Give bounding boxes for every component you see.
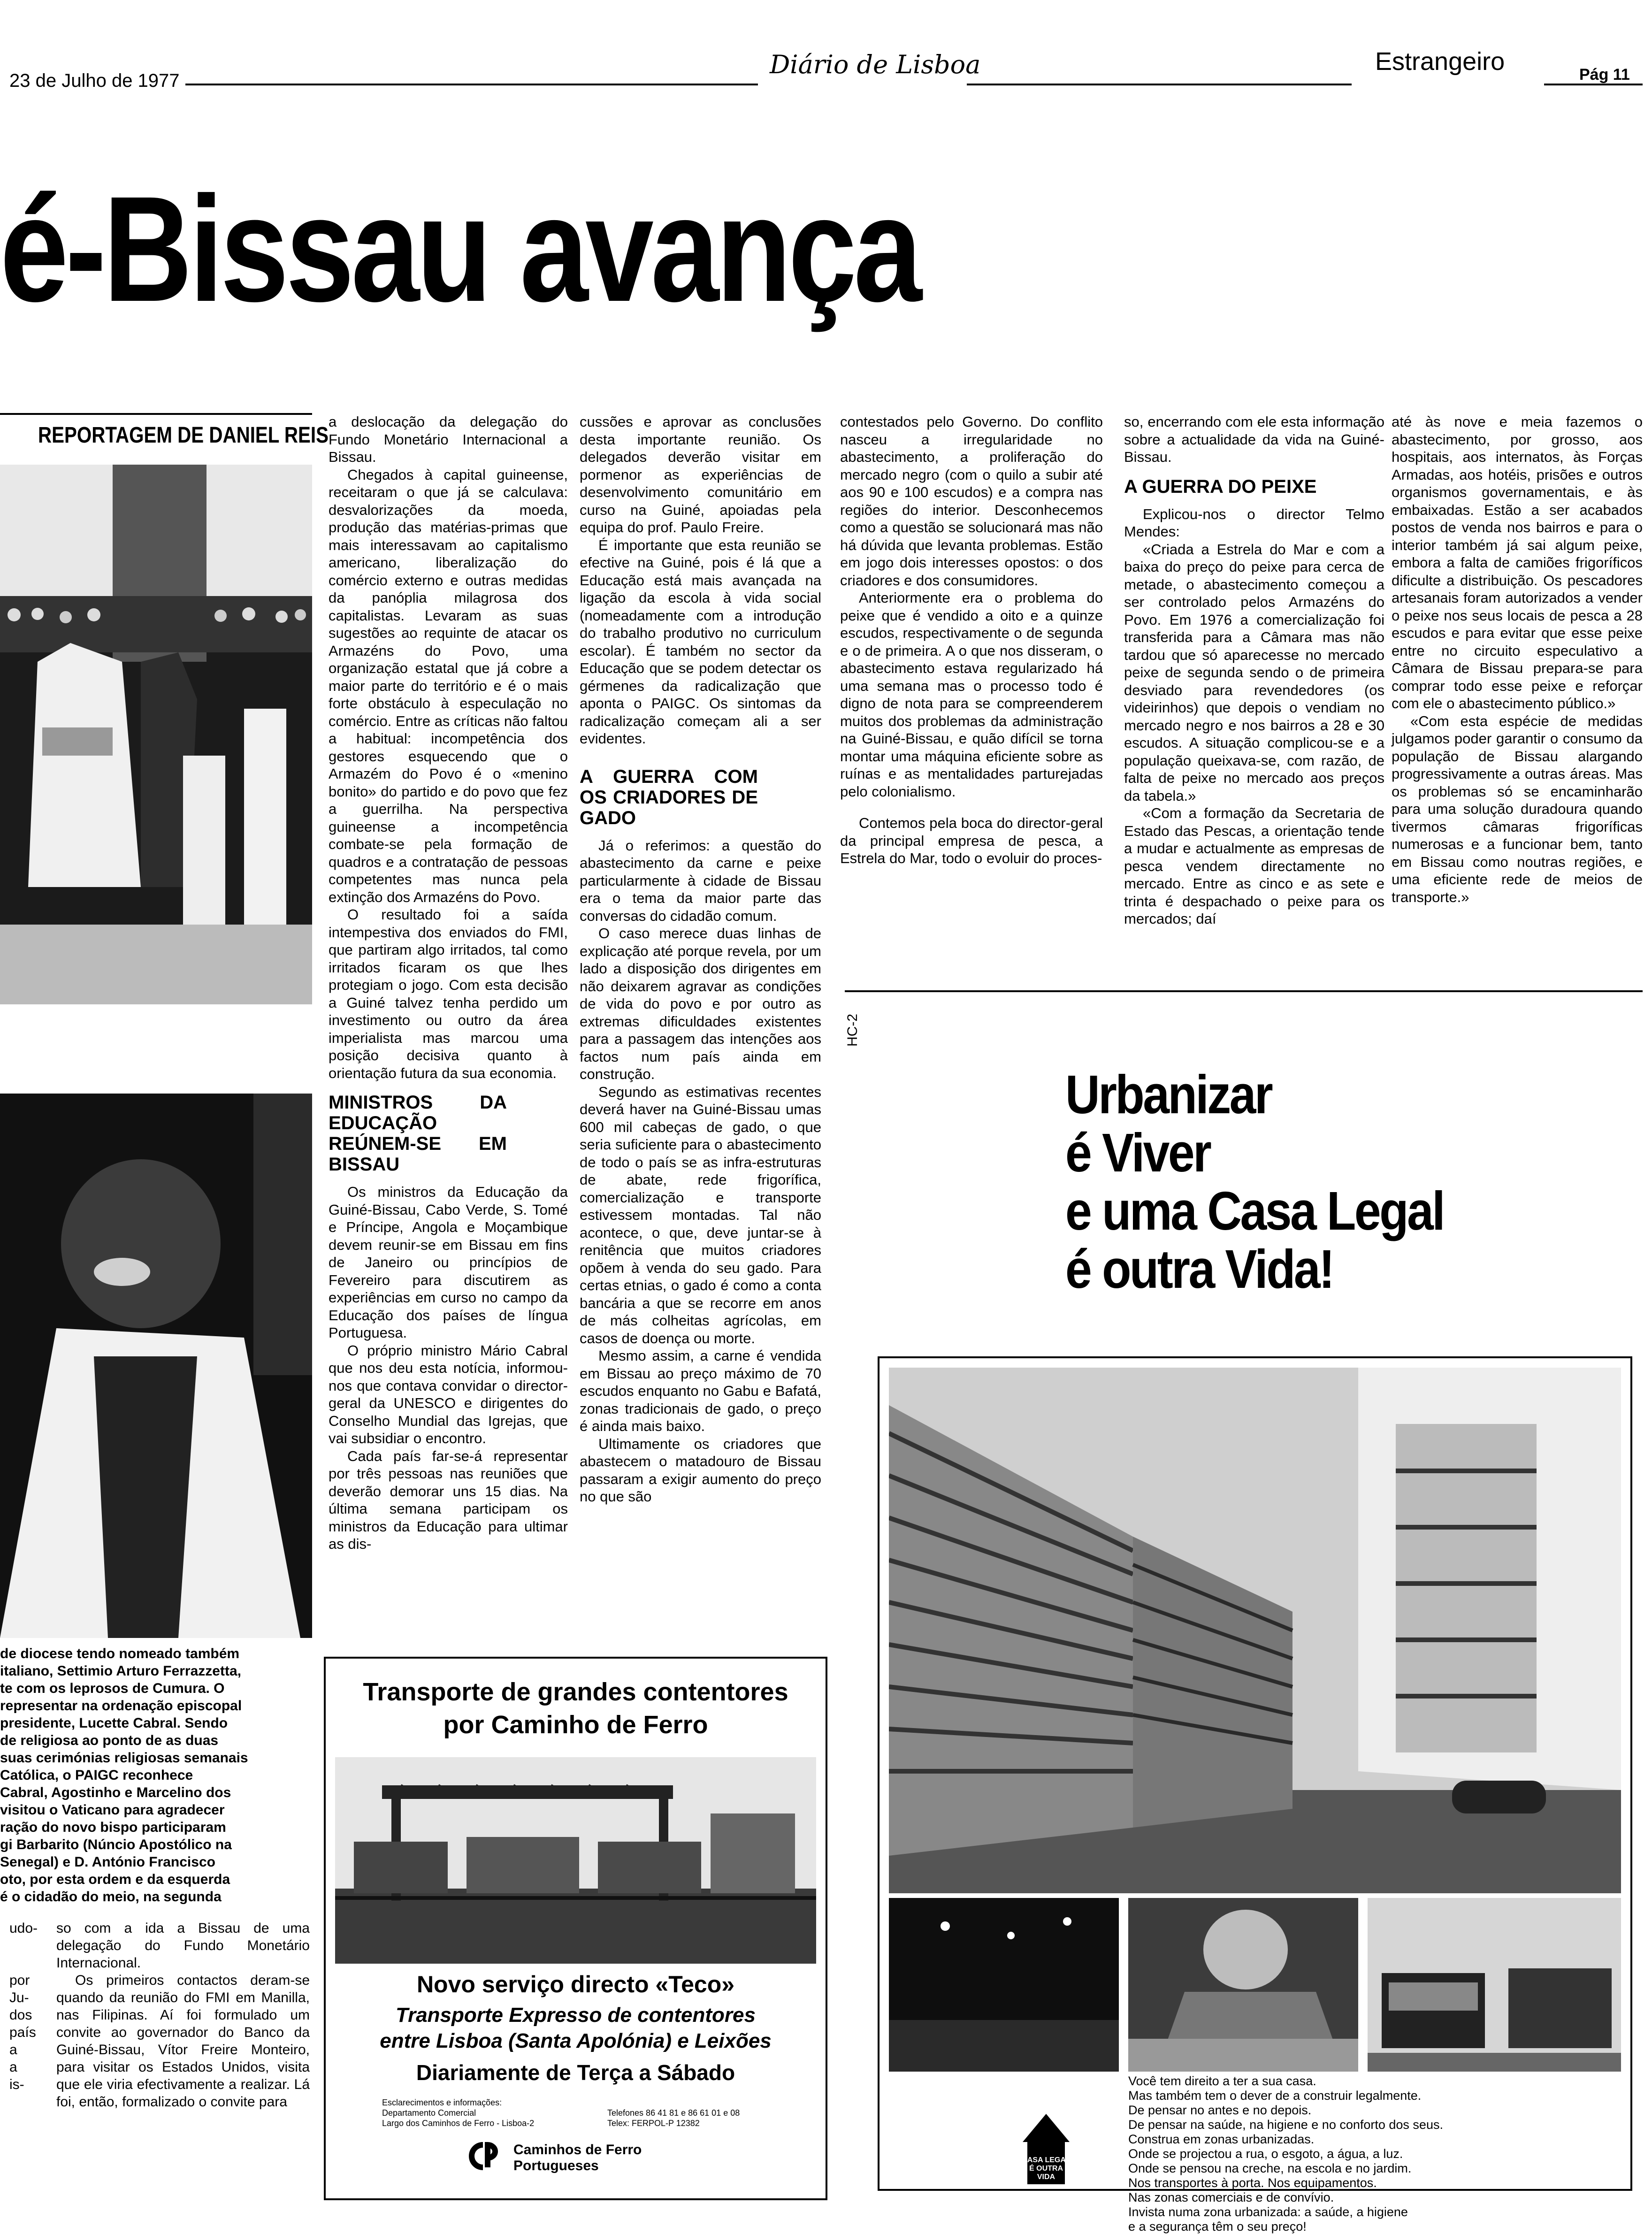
headline: é-Bissau avança <box>0 165 919 333</box>
photo-child-playing <box>1128 1898 1358 2072</box>
photo-apartments <box>889 1368 1621 1893</box>
caption-line: suas cerimónias religiosas semanais <box>0 1750 248 1766</box>
paragraph: so, encerrando com ele esta informação sobre a actualidade da vida na Guiné-Bissau. <box>1124 413 1384 465</box>
ad-house-body <box>1128 2074 1443 2234</box>
paragraph: cussões e aprovar as conclusões desta importante reunião. Os delegados deverão visitar em pormenor as experiências de desenvolvimento comunitário em curso na Guiné, apoiadas pela equipa do prof. Paulo Freire. <box>580 413 821 536</box>
ad-train-days: Diariamente de Terça a Sábado <box>416 2060 735 2085</box>
paragraph: Mesmo assim, a carne é vendida em Bissau ao preço máximo de 70 escudos enquanto no Gabu e Bafatá, zonas tradicionais de gado, o preço é ainda mais baixo. <box>580 1347 821 1434</box>
paragraph: até às nove e meia fazemos o abastecimento, por grosso, aos hospitais, aos internatos, às Forças Armadas, aos hotéis, prisões e outros organismos governamentais, e às embaixadas. Estão a ser acabados postos de venda nos bairros e para o interior também já sai algum peixe, embora a falta de camiões frigoríficos dificulte a distribuição. Os pescadores artesanais foram autorizados a vender o peixe nos seus locais de pesca a 28 escudos e para evitar que esse peixe entre no circuito especulativo a Câmara de Bissau prepara-se para comprar todo esse peixe e reforçar com ele o abastecimento público.» <box>1392 413 1643 712</box>
ad-train-service: Novo serviço directo «Teco» <box>416 1971 735 1997</box>
paragraph: Cada país far-se-á representar por três pessoas nas reuniões que deverão demorar uns 15 dias. Na última semana participam os ministros da Educação para ultimar as dis- <box>329 1447 568 1552</box>
caption-line: italiano, Settimio Arturo Ferrazzetta, <box>0 1663 241 1679</box>
caption-line: presidente, Lucette Cabral. Sendo <box>0 1715 228 1731</box>
caption-line: visitou o Vaticano para agradecer <box>0 1802 225 1818</box>
caption-line: te com os leprosos de Cumura. O <box>0 1681 225 1696</box>
fragment: Ju- <box>9 1990 29 2005</box>
paragraph: contestados pelo Governo. Do conflito nasceu a irregularidade no abastecimento, a proliferação do mercado negro (com o quilo a subir até aos 90 e 100 escudos) e a compra nas regiões do interior. Desconhecemos como a questão se solucionará mas não há dúvida que levanta problemas. Estão em jogo dois interesses opostos: o dos criadores e dos consumidores. <box>840 413 1103 589</box>
byline: REPORTAGEM DE DANIEL REIS <box>38 423 329 448</box>
byline-rule <box>0 413 312 415</box>
brand-line: Portugueses <box>513 2158 599 2173</box>
column-5 <box>1124 413 1384 928</box>
section-name: Estrangeiro <box>1375 47 1505 76</box>
paragraph: É importante que esta reunião se efective na Guiné, pois é lá que a Educação está mais avançada na ligação da escola à vida social (nomeadamente com a introdução do trabalho produtivo no curriculum escolar). É também no sector da Educação que se podem detectar os gérmenes da radicalização que aponta o PAIGC. Os sintomas da radicalização começam ali a ser evidentes. <box>580 536 821 747</box>
header-rule-left <box>185 84 758 85</box>
slogan-line: e uma Casa Legal <box>1065 1180 1444 1241</box>
paragraph: «Com a formação da Secretaria de Estado das Pescas, a orientação tende a mudar e actualmente as empresas de pesca vendem directamente no mercado. Entre as cinco e as sete e trinta é despachado o peixe para os mercados; daí <box>1124 805 1384 927</box>
masthead: Diário de Lisboa <box>770 50 981 79</box>
photo-ceremony <box>0 465 312 1004</box>
fragment: is- <box>9 2077 24 2092</box>
column-4 <box>840 413 1103 867</box>
paragraph: Os primeiros contactos deram-se quando da reunião do FMI em Manilla, nas Filipinas. Aí foi formulado um convite ao governador do Banco da Guiné-Bissau, Vítor Freire Monteiro, para visitar os Estados Unidos, visita que ele viria efectivamente a realizar. Lá foi, então, formalizado o convite para <box>56 1973 310 2110</box>
info-dept: Departamento Comercial <box>382 2108 476 2118</box>
subheading-gado: A GUERRA COM OS CRIADORES DE GADO <box>580 766 758 828</box>
caption-line: representar na ordenação episcopal <box>0 1698 242 1714</box>
caption-line: oto, por esta ordem e da esquerda <box>0 1872 230 1887</box>
column-2 <box>329 413 568 1553</box>
paragraph: «Criada a Estrela do Mar e com a baixa do preço do peixe para cerca de metade, o abastecimento começou a ser controlado pelos Armazéns do Povo. Em 1976 a comercialização foi transferida para a Câmara mas não tardou que só aparecesse no mercado peixe de segunda sendo o de primeira desviado para revendedores (os videirinhos) que depois o vendiam no mercado negro e nos bairros a 28 e 30 escudos. A situação complicou-se e a população queixava-se, com razão, de falta de peixe no mercado aos preços da tabela.» <box>1124 541 1384 804</box>
fragment: dos <box>9 2007 32 2023</box>
fragment: país <box>9 2025 36 2040</box>
col1-fragments <box>9 1920 42 2093</box>
brand-line: Caminhos de Ferro <box>513 2142 642 2157</box>
ad-train-express-2: entre Lisboa (Santa Apolónia) e Leixões <box>380 2029 772 2052</box>
photo-people <box>0 1094 312 1638</box>
paragraph: Já o referimos: a questão do abastecimento da carne e peixe particularmente à cidade de Bissau era o tema da maior parte das conversas do cidadão comum. <box>580 837 821 924</box>
body-line: Invista numa zona urbanizada: a saúde, a higiene <box>1128 2205 1408 2219</box>
ad-top-rule <box>845 990 1643 992</box>
paragraph: Ultimamente os criadores que abastecem o matadouro de Bissau passaram a exigir aumento do preço no que são <box>580 1435 821 1505</box>
ad-train <box>324 1657 827 2200</box>
ad-train-contacts <box>607 2108 740 2128</box>
caption-line: Cabral, Agostinho e Marcelino dos <box>0 1785 231 1800</box>
body-line: Nos transportes à porta. Nos equipamentos. <box>1128 2176 1377 2190</box>
caption-line: de diocese tendo nomeado também <box>0 1646 240 1661</box>
subheading-ministros: MINISTROS DA EDUCAÇÃO REÚNEM-SE EM BISSAU <box>329 1092 507 1175</box>
slogan-line: Urbanizar <box>1065 1064 1272 1125</box>
body-line: Mas também tem o dever de a construir legalmente. <box>1128 2089 1422 2103</box>
page-number: Pág 11 <box>1579 66 1630 84</box>
body-line: Onde se pensou na creche, na escola e no jardim. <box>1128 2161 1412 2175</box>
paragraph: a deslocação da delegação do Fundo Monetário Internacional a Bissau. <box>329 413 568 465</box>
paragraph: Chegados à capital guineense, receitaram o que já se calculava: desvalorizações da moeda, produção das matérias-primas que mais interessavam ao capitalismo americano, liberalização do comércio externo e outras medidas da panóplia milagrosa dos capitalistas. Levaram as suas sugestões ao requinte de atacar os Armazéns do Povo, uma organização estatal que já cobre a maior parte do território e é o mais forte obstáculo à especulação no comércio. Entre as críticas não faltou a habitual: incompetência dos gestores esquecendo que o Armazém do Povo é o «menino bonito» do partido e do povo que fez a guerrilha. Na perspectiva guineense a incompetência combate-se pela formação de quadros e a contratação de pessoas competentes mas nunca pela extinção dos Armazéns do Povo. <box>329 466 568 905</box>
cp-logo-icon <box>467 2142 504 2170</box>
ad-house-slogan <box>1065 1065 1444 1298</box>
body-line: Nas zonas comerciais e de convívio. <box>1128 2190 1334 2204</box>
logo-line: É OUTRA VIDA <box>1029 2165 1063 2181</box>
logo-line: CASA LEGAL <box>1022 2156 1071 2164</box>
caption-line: é o cidadão do meio, na segunda <box>0 1889 222 1905</box>
paragraph: Explicou-nos o director Telmo Mendes: <box>1124 505 1384 540</box>
ad-train-title-1: Transporte de grandes contentores <box>363 1678 788 1706</box>
header-rule-mid <box>967 84 1352 85</box>
paragraph: «Com esta espécie de medidas julgamos poder garantir o consumo da população de Bissau alargando progressivamente a outras áreas. Mas os problemas só se encaminharão para uma solução duradoura quando tivermos câmaras frigoríficas numerosas e a funcionar bem, tanto em Bissau como noutras regiões, e uma eficiente rede de meios de transporte.» <box>1392 712 1643 905</box>
slogan-line: é outra Vida! <box>1065 1239 1333 1300</box>
ad-train-brand <box>513 2142 642 2174</box>
ad-train-express-1: Transporte Expresso de contentores <box>396 2004 756 2027</box>
telex: Telex: FERPOL-P 12382 <box>607 2119 700 2128</box>
casa-legal-logo-text <box>1020 2156 1072 2181</box>
caption-line: Católica, o PAIGC reconhece <box>0 1767 193 1783</box>
info-label: Esclarecimentos e informações: <box>382 2098 502 2107</box>
paragraph: so com a ida a Bissau de uma delegação do Fundo Monetário Internacional. <box>56 1920 310 1971</box>
body-line: Você tem direito a ter a sua casa. <box>1128 2074 1316 2088</box>
paragraph: O caso merece duas linhas de explicação até porque revela, por um lado a disposição dos dirigentes em não deixarem agravar as condições de vida do povo e por outro as extremas dificuldades existentes para a passagem das intenções aos factos num país ainda em construção. <box>580 925 821 1082</box>
fragment: a <box>9 2059 17 2075</box>
ad-train-photo <box>335 1757 816 1964</box>
body-line: e a segurança têm o seu preço! <box>1128 2219 1307 2234</box>
fragment: udo- <box>9 1920 38 1936</box>
body-line: De pensar na saúde, na higiene e no conforto dos seus. <box>1128 2118 1443 2132</box>
col1b-text <box>56 1920 310 2111</box>
paragraph: Contemos pela boca do director-geral da principal empresa de pesca, a Estrela do Mar, todo o evoluir do proces- <box>840 815 1103 866</box>
column-3 <box>580 413 821 1506</box>
body-line: De pensar no antes e no depois. <box>1128 2103 1312 2117</box>
photo-bus <box>1368 1898 1621 2072</box>
body-line: Onde se projectou a rua, o esgoto, a água, a luz. <box>1128 2147 1403 2161</box>
fragment: a <box>9 2042 17 2058</box>
photo-street-night <box>889 1898 1119 2072</box>
margin-code: HC-2 <box>845 1013 860 1047</box>
paragraph: O próprio ministro Mário Cabral que nos deu esta notícia, informou-nos que contava convidar o director-geral da UNESCO e dirigentes do Conselho Mundial das Igrejas, que vai subsidiar o encontro. <box>329 1342 568 1446</box>
ad-train-info <box>382 2097 534 2128</box>
subheading-peixe: A GUERRA DO PEIXE <box>1124 476 1317 497</box>
caption-line: gi Barbarito (Núncio Apostólico na <box>0 1837 232 1852</box>
paragraph: O resultado foi a saída intempestiva dos enviados do FMI, que partiram algo irritados, tal como irritados ficaram os que lhes protegiam o jogo. Com esta decisão a Guiné talvez tenha perdido um investimento ou outro da área imperialista mas marcou uma posição decisiva quanto à orientação futura da sua economia. <box>329 906 568 1081</box>
paragraph: Anteriormente era o problema do peixe que é vendido a oito e a quinze escudos, respectivamente o de segunda e o de primeira. A o que nos disseram, o abastecimento estava regularizado há uma semana mas o processo todo é digno de nota para se compreenderem muitos dos problemas da administração na Guiné-Bissau, e quão difícil se torna montar uma máquina eficiente sobre as ruínas e as mentalidades parturejadas pelo colonialismo. <box>840 589 1103 800</box>
caption-line: Senegal) e D. António Francisco <box>0 1854 215 1870</box>
slogan-line: é Viver <box>1065 1122 1210 1183</box>
paragraph: Os ministros da Educação da Guiné-Bissau, Cabo Verde, S. Tomé e Príncipe, Angola e Moçambique devem reunir-se em Bissau em fins de Janeiro ou princípios de Fevereiro para discutirem as experiências em curso no campo da Educação dos países de língua Portuguesa. <box>329 1184 568 1341</box>
fragment: por <box>9 1973 30 1988</box>
photo-caption <box>0 1645 300 1905</box>
info-address: Largo dos Caminhos de Ferro - Lisboa-2 <box>382 2119 535 2128</box>
caption-line: ração do novo bispo participaram <box>0 1820 226 1835</box>
paragraph: Segundo as estimativas recentes deverá haver na Guiné-Bissau umas 600 mil cabeças de gado, o que seria suficiente para o abastecimento de todo o país se as infra-estruturas de abate, rede frigorífica, comercialização e transporte estivessem montadas. Tal não acontece, o que, deve juntar-se à renitência que muitos criadores opõem à venda do seu gado. Para certas etnias, o gado é como a conta bancária a que se recorre em anos de más colheitas agrícolas, em casos de doença ou morte. <box>580 1083 821 1347</box>
column-6 <box>1392 413 1643 906</box>
body-line: Construa em zonas urbanizadas. <box>1128 2132 1315 2146</box>
ad-house-frame <box>878 1356 1632 2234</box>
ad-train-title-2: por Caminho de Ferro <box>443 1711 708 1739</box>
caption-line: de religiosa ao ponto de as duas <box>0 1733 219 1748</box>
header-rule-right <box>1544 84 1643 85</box>
phones: Telefones 86 41 81 e 86 61 01 e 08 <box>607 2108 740 2118</box>
header-date: 23 de Julho de 1977 <box>9 70 180 91</box>
